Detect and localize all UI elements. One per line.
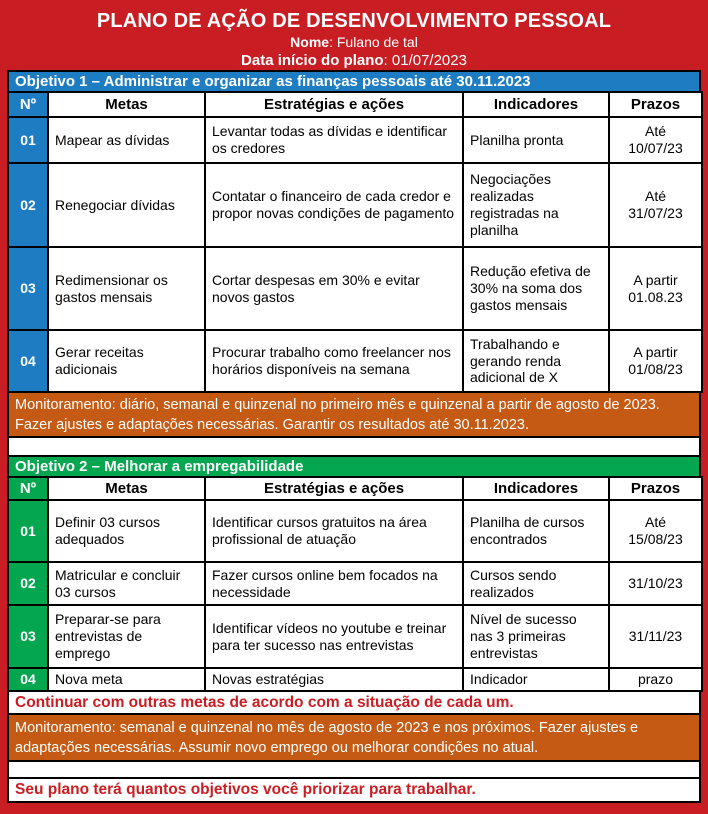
cell-estrategia: Identificar cursos gratuitos na área profissional de atuação — [205, 500, 463, 562]
cell-numero: 02 — [8, 562, 48, 605]
cell-indicador: Negociações realizadas registradas na planilha — [463, 163, 609, 247]
cell-meta: Renegociar dívidas — [48, 163, 205, 247]
start-date-label: Data início do plano — [241, 52, 384, 69]
cell-meta: Gerar receitas adicionais — [48, 330, 205, 392]
cell-indicador: Nível de sucesso nas 3 primeiras entrevistas — [463, 605, 609, 668]
cell-meta: Definir 03 cursos adequados — [48, 500, 205, 562]
cell-estrategia: Novas estratégias — [205, 668, 463, 691]
objective2-table — [7, 476, 703, 692]
column-header-indicadores: Indicadores — [463, 92, 609, 117]
cell-indicador: Cursos sendo realizados — [463, 562, 609, 605]
start-date-value: : 01/07/2023 — [383, 52, 467, 69]
cell-indicador: Planilha de cursos encontrados — [463, 500, 609, 562]
cell-prazo: Até 31/07/23 — [609, 163, 702, 247]
cell-numero: 03 — [8, 247, 48, 330]
cell-numero: 04 — [8, 668, 48, 691]
objective1-table — [7, 91, 703, 393]
cell-prazo: A partir 01/08/23 — [609, 330, 702, 392]
cell-prazo: 31/10/23 — [609, 562, 702, 605]
cell-meta: Nova meta — [48, 668, 205, 691]
cell-estrategia: Identificar vídeos no youtube e treinar para ter sucesso nas entrevistas — [205, 605, 463, 668]
spacer-row — [7, 436, 701, 457]
cell-indicador: Redução efetiva de 30% na soma dos gastos mensais — [463, 247, 609, 330]
cell-meta: Preparar-se para entrevistas de emprego — [48, 605, 205, 668]
column-header-indicadores: Indicadores — [463, 477, 609, 500]
cell-meta: Mapear as dívidas — [48, 117, 205, 163]
table-row — [8, 163, 702, 247]
objective2-monitoring-note: Monitoramento: semanal e quinzenal no mês de agosto de 2023 e nos próximos. Fazer ajustes e adaptações necessárias. Assumir novo emprego ou melhorar condições no atual. — [7, 713, 701, 762]
cell-indicador: Trabalhando e gerando renda adicional de X — [463, 330, 609, 392]
start-date-line — [7, 51, 701, 71]
objective2-bar: Objetivo 2 – Melhorar a empregabilidade — [7, 455, 701, 478]
column-header-prazos: Prazos — [609, 92, 702, 117]
cell-prazo: 31/11/23 — [609, 605, 702, 668]
cell-prazo: Até 15/08/23 — [609, 500, 702, 562]
table-header-row — [8, 92, 702, 117]
page-title: PLANO DE AÇÃO DE DESENVOLVIMENTO PESSOAL — [96, 10, 612, 32]
cell-numero: 01 — [8, 500, 48, 562]
name-line — [7, 34, 701, 51]
footer-note: Seu plano terá quantos objetivos você priorizar para trabalhar. — [7, 777, 701, 803]
cell-numero: 02 — [8, 163, 48, 247]
column-header-metas: Metas — [48, 92, 205, 117]
cell-prazo: A partir 01.08.23 — [609, 247, 702, 330]
document-header — [7, 6, 701, 70]
table-row — [8, 605, 702, 668]
table-row — [8, 247, 702, 330]
cell-numero: 04 — [8, 330, 48, 392]
column-header-numero: Nº — [8, 477, 48, 500]
cell-estrategia: Cortar despesas em 30% e evitar novos gastos — [205, 247, 463, 330]
cell-numero: 03 — [8, 605, 48, 668]
column-header-metas: Metas — [48, 477, 205, 500]
table-row — [8, 562, 702, 605]
name-label: Nome — [290, 34, 330, 50]
name-value: : Fulano de tal — [329, 34, 418, 50]
column-header-prazos: Prazos — [609, 477, 702, 500]
table-row — [8, 500, 702, 562]
table-header-row — [8, 477, 702, 500]
cell-estrategia: Procurar trabalho como freelancer nos horários disponíveis na semana — [205, 330, 463, 392]
cell-indicador: Planilha pronta — [463, 117, 609, 163]
cell-meta: Matricular e concluir 03 cursos — [48, 562, 205, 605]
cell-estrategia: Levantar todas as dívidas e identificar os credores — [205, 117, 463, 163]
cell-estrategia: Fazer cursos online bem focados na necessidade — [205, 562, 463, 605]
table-row — [8, 117, 702, 163]
column-header-numero: Nº — [8, 92, 48, 117]
column-header-estrategias: Estratégias e ações — [205, 92, 463, 117]
cell-estrategia: Contatar o financeiro de cada credor e propor novas condições de pagamento — [205, 163, 463, 247]
cell-indicador: Indicador — [463, 668, 609, 691]
cell-meta: Redimensionar os gastos mensais — [48, 247, 205, 330]
table-row — [8, 330, 702, 392]
table-row — [8, 668, 702, 691]
cell-numero: 01 — [8, 117, 48, 163]
column-header-estrategias: Estratégias e ações — [205, 477, 463, 500]
cell-prazo: Até 10/07/23 — [609, 117, 702, 163]
objective1-monitoring-note: Monitoramento: diário, semanal e quinzenal no primeiro mês e quinzenal a partir de agosto de 2023. Fazer ajustes e adaptações necessárias. Garantir os resultados até 30.11.2023. — [7, 391, 701, 438]
objective1-bar: Objetivo 1 – Administrar e organizar as finanças pessoais até 30.11.2023 — [7, 70, 701, 93]
cell-prazo: prazo — [609, 668, 702, 691]
continue-note: Continuar com outras metas de acordo com a situação de cada um. — [7, 690, 701, 715]
